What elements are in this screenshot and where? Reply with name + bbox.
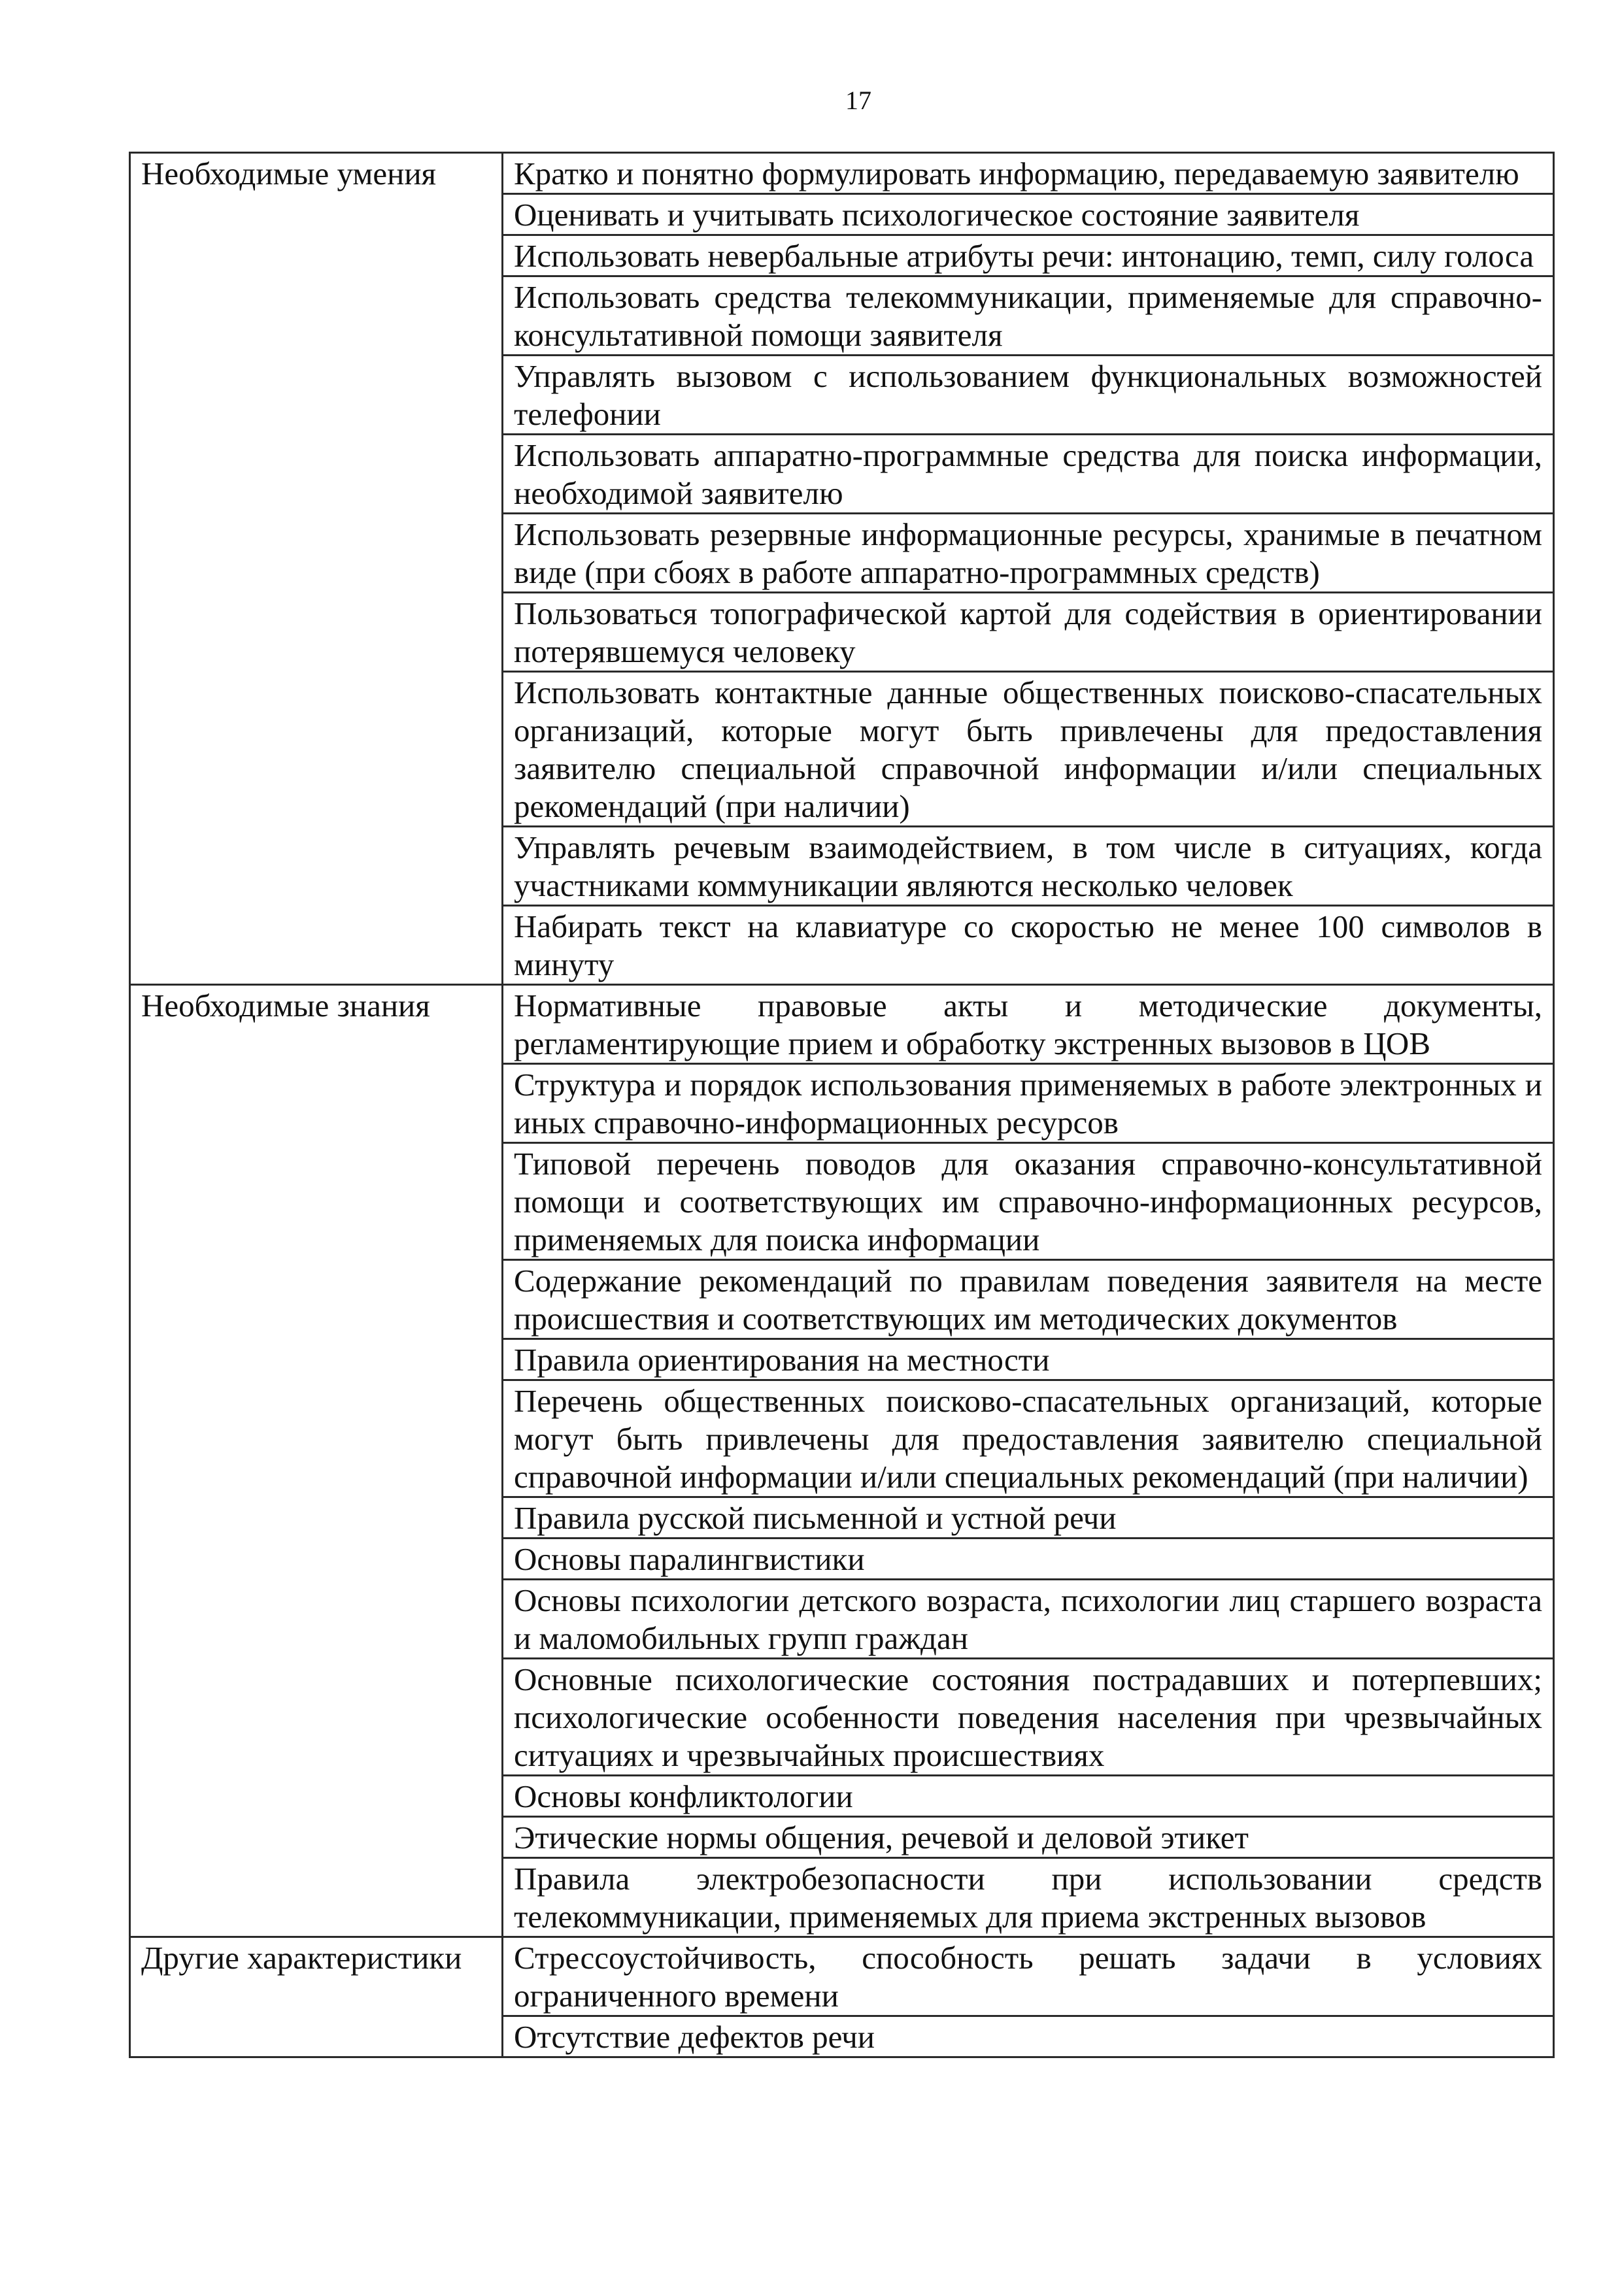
section-label: Необходимые умения: [130, 153, 503, 985]
requirement-item: Оценивать и учитывать психологическое состояние заявителя: [503, 194, 1554, 235]
table-row: [130, 153, 1554, 194]
table-row: [130, 1937, 1554, 2016]
requirement-item: Основные психологические состояния пострадавших и потерпевших; психологические особенности поведения населения при чрезвычайных ситуациях и чрезвычайных происшествиях: [503, 1659, 1554, 1776]
requirement-item: Использовать невербальные атрибуты речи: интонацию, темп, силу голоса: [503, 235, 1554, 276]
requirement-item: Управлять вызовом с использованием функциональных возможностей телефонии: [503, 356, 1554, 435]
requirement-item: Основы паралингвистики: [503, 1539, 1554, 1580]
requirement-item: Использовать резервные информационные ресурсы, хранимые в печатном виде (при сбоях в работе аппаратно-программных средств): [503, 514, 1554, 593]
requirement-item: Нормативные правовые акты и методические документы, регламентирующие прием и обработку экстренных вызовов в ЦОВ: [503, 985, 1554, 1064]
page-number: 17: [845, 86, 871, 115]
requirement-item: Набирать текст на клавиатуре со скоростью не менее 100 символов в минуту: [503, 906, 1554, 985]
requirement-item: Этические нормы общения, речевой и деловой этикет: [503, 1817, 1554, 1858]
requirement-item: Типовой перечень поводов для оказания справочно-консультативной помощи и соответствующих им справочно-информационных ресурсов, применяемых для поиска информации: [503, 1143, 1554, 1260]
requirement-item: Использовать контактные данные общественных поисково-спасательных организаций, которые могут быть привлечены для предоставления заявителю специальной справочной информации и/или специальных рекомендаций (при наличии): [503, 672, 1554, 827]
requirement-item: Пользоваться топографической картой для содействия в ориентировании потерявшемуся человеку: [503, 593, 1554, 672]
requirement-item: Использовать средства телекоммуникации, применяемые для справочно-консультативной помощи заявителя: [503, 276, 1554, 356]
requirement-item: Управлять речевым взаимодействием, в том числе в ситуациях, когда участниками коммуникации являются несколько человек: [503, 827, 1554, 906]
requirement-item: Кратко и понятно формулировать информацию, передаваемую заявителю: [503, 153, 1554, 194]
table-row: [130, 985, 1554, 1064]
requirement-item: Содержание рекомендаций по правилам поведения заявителя на месте происшествия и соответствующих им методических документов: [503, 1260, 1554, 1339]
requirement-item: Правила русской письменной и устной речи: [503, 1497, 1554, 1539]
requirement-item: Основы психологии детского возраста, психологии лиц старшего возраста и маломобильных групп граждан: [503, 1580, 1554, 1659]
requirement-item: Основы конфликтологии: [503, 1776, 1554, 1817]
table-body: [130, 153, 1554, 2057]
requirement-item: Использовать аппаратно-программные средства для поиска информации, необходимой заявителю: [503, 435, 1554, 514]
section-label: Необходимые знания: [130, 985, 503, 1937]
requirement-item: Правила ориентирования на местности: [503, 1339, 1554, 1380]
requirement-item: Структура и порядок использования применяемых в работе электронных и иных справочно-информационных ресурсов: [503, 1064, 1554, 1143]
requirement-item: Перечень общественных поисково-спасательных организаций, которые могут быть привлечены для предоставления заявителю специальной справочной информации и/или специальных рекомендаций (при наличии): [503, 1380, 1554, 1497]
section-label: Другие характеристики: [130, 1937, 503, 2057]
requirement-item: Отсутствие дефектов речи: [503, 2016, 1554, 2057]
requirement-item: Стрессоустойчивость, способность решать задачи в условиях ограниченного времени: [503, 1937, 1554, 2016]
requirement-item: Правила электробезопасности при использовании средств телекоммуникации, применяемых для приема экстренных вызовов: [503, 1858, 1554, 1937]
requirements-table: [129, 152, 1555, 2058]
